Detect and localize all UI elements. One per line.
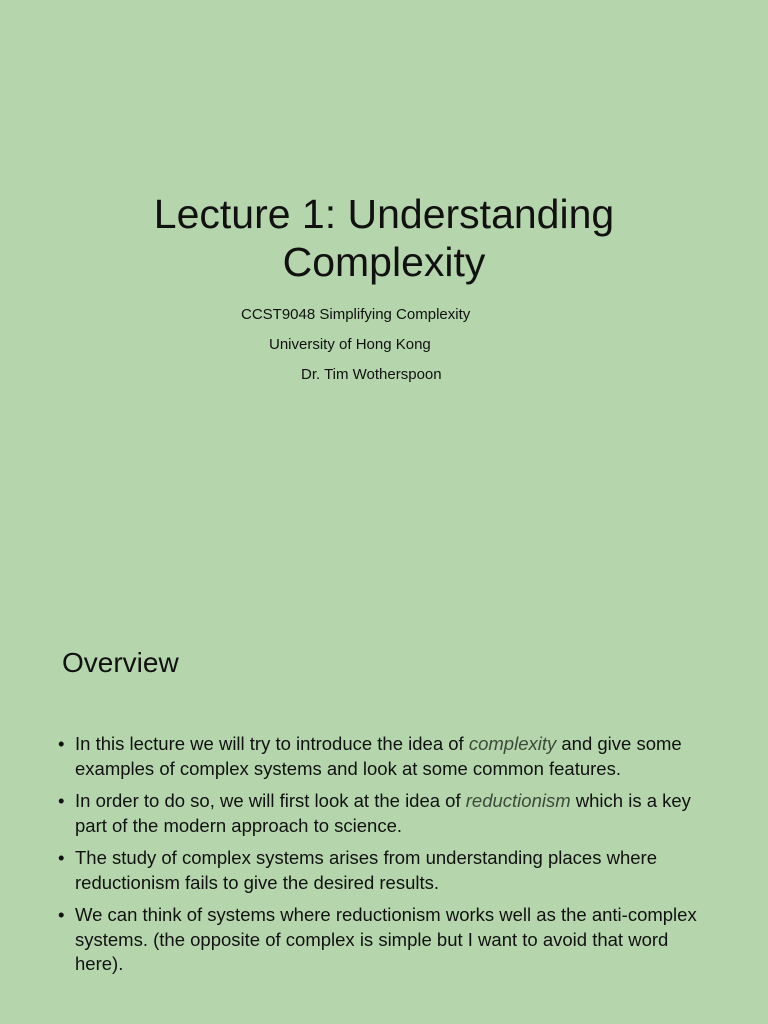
bullet-2-text-after: which is a key part of the modern approach to science. [75,790,691,836]
lecture-title-line-1: Lecture 1: Understanding [153,191,615,237]
bullet-icon: • [58,847,65,868]
overview-heading: Overview [62,647,179,678]
bullet-icon: • [58,790,65,811]
bullet-item-4 [58,903,718,977]
bullet-2-text-before: In order to do so, we will first look at the idea of [75,790,466,811]
bullet-item-1 [58,732,718,781]
bullet-icon: • [58,904,65,925]
bullet-item-3 [58,846,718,895]
author-name: Dr. Tim Wotherspoon [301,366,442,383]
lecture-title-line-2: Complexity [282,239,486,285]
bullet-icon: • [58,733,65,754]
bullet-1-emphasis: complexity [468,733,557,754]
overview-slide [0,512,768,1024]
bullet-4-text: We can think of systems where reductionism works well as the anti-complex systems. (the opposite of complex is simple but I want to avoid that word here). [75,904,697,974]
bullet-1-text-after: and give some examples of complex systems and look at some common features. [75,733,682,779]
bullet-item-2 [58,789,718,838]
university-name: University of Hong Kong [269,336,431,353]
course-name: CCST9048 Simplifying Complexity [241,306,471,323]
bullet-3-text: The study of complex systems arises from understanding places where reductionism fails to give the desired results. [75,847,657,893]
overview-bullet-list [58,732,718,985]
lecture-title [0,190,768,286]
bullet-2-emphasis: reductionism [465,790,571,811]
bullet-1-text-before: In this lecture we will try to introduce the idea of [75,733,469,754]
